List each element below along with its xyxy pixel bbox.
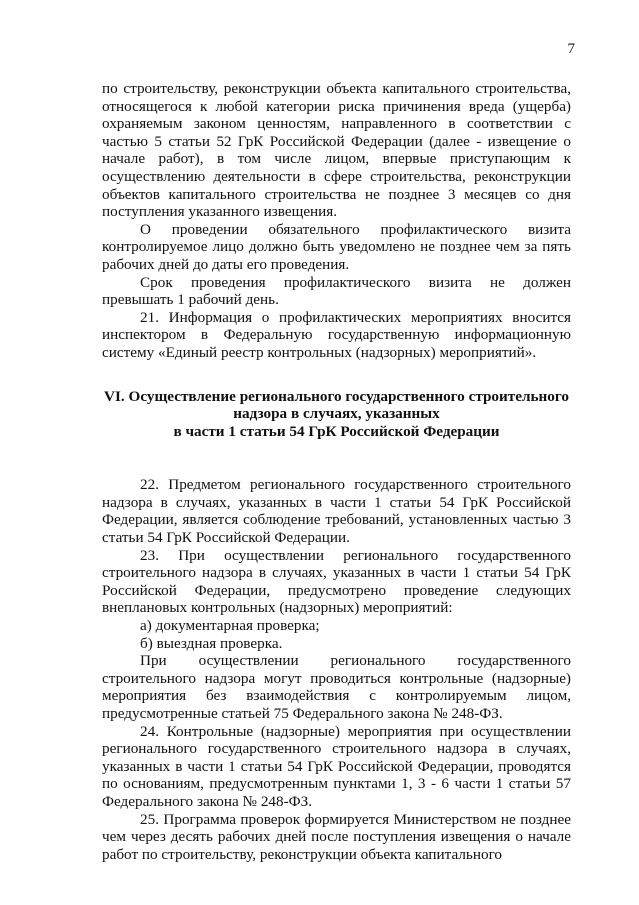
document-body: [102, 80, 571, 863]
list-item-a: а) документарная проверка;: [140, 617, 320, 635]
paragraph-without-interaction: При осуществлении регионального государственного строительного надзора могут проводиться контрольные (надзорные) мероприятия без взаимодействия с контролируемым лицом, предусмотренные статьей 75 Федерального закона № 248-ФЗ.: [102, 652, 571, 722]
paragraph-item-23: 23. При осуществлении регионального государственного строительного надзора в случаях, указанных в части 1 статьи 54 ГрК Российской Федерации, предусмотрено проведение следующих внеплановых контрольных (надзорных) мероприятий:: [102, 546, 571, 617]
section-heading: [102, 388, 571, 441]
paragraph-item-22: 22. Предметом регионального государственного строительного надзора в случаях, указанных в части 1 статьи 54 ГрК Российской Федерации, является соблюдение требований, установленных частью 3 статьи 54 ГрК Российской Федерации.: [102, 476, 571, 547]
paragraph-notification: О проведении обязательного профилактического визита контролируемое лицо должно быть уведомлено не позднее чем за пять рабочих дней до даты его проведения.: [102, 220, 571, 273]
section-heading-line-1: VI. Осуществление регионального государственного строительного: [104, 387, 569, 405]
paragraph-continuation: по строительству, реконструкции объекта капитального строительства, относящегося к любой категории риска причинения вреда (ущерба) охраняемым законом ценностям, направленного в соответствии с частью 5 статьи 52 ГрК Российской Федерации (далее - извещение о начале работ), в том числе лицом, впервые приступающим к осуществлению деятельности в сфере строительства, реконструкции объектов капитального строительства не позднее 3 месяцев со дня поступления указанного извещения.: [102, 80, 571, 221]
page-number: 7: [567, 41, 575, 57]
section-heading-line-3: в части 1 статьи 54 ГрК Российской Федерации: [173, 422, 500, 440]
paragraph-visit-duration: Срок проведения профилактического визита не должен превышать 1 рабочий день.: [102, 273, 571, 309]
paragraph-item-21: 21. Информация о профилактических мероприятиях вносится инспектором в Федеральную государственную информационную систему «Единый реестр контрольных (надзорных) мероприятий».: [102, 308, 571, 361]
list-item-b: б) выездная проверка.: [140, 634, 283, 652]
section-heading-line-2: надзора в случаях, указанных: [233, 405, 440, 423]
paragraph-item-24: 24. Контрольные (надзорные) мероприятия при осуществлении регионального государственного строительного надзора в случаях, указанных в части 1 статьи 54 ГрК Российской Федерации, проводятся по основаниям, предусмотренным пунктами 1, 3 - 6 части 1 статьи 57 Федерального закона № 248-ФЗ.: [102, 722, 571, 810]
paragraph-item-25: 25. Программа проверок формируется Министерством не позднее чем через десять рабочих дней после поступления извещения о начале работ по строительству, реконструкции объекта капитального: [102, 810, 571, 863]
